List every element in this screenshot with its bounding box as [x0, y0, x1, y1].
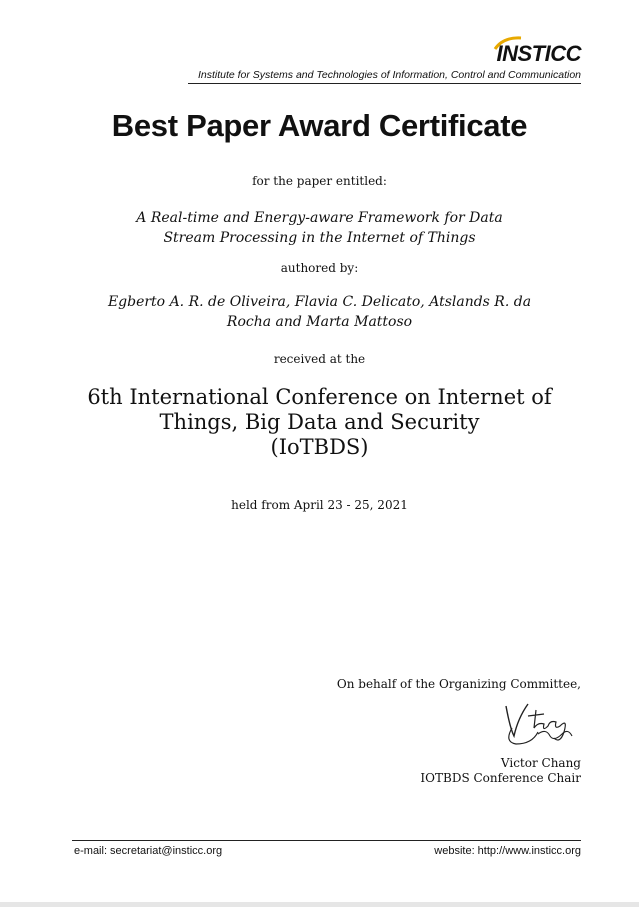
- paper-title-line-2: Stream Processing in the Internet of Things: [163, 230, 476, 246]
- conference-line-2: Things, Big Data and Security: [159, 410, 480, 434]
- page-bottom-edge: [0, 902, 639, 907]
- institute-name: Institute for Systems and Technologies of Information, Control and Communication: [197, 69, 581, 81]
- footer-website: website: http://www.insticc.org: [434, 845, 581, 857]
- held-dates: held from April 23 - 25, 2021: [231, 498, 408, 512]
- for-label: for the paper entitled:: [252, 174, 387, 188]
- signatory: [420, 756, 581, 786]
- conference-line-3: (IoTBDS): [270, 435, 369, 459]
- authored-label: authored by:: [280, 261, 359, 275]
- footer-divider: [72, 840, 581, 841]
- signatory-role: IOTBDS Conference Chair: [420, 771, 581, 785]
- conference-name: [0, 385, 639, 460]
- paper-title: [0, 208, 639, 248]
- signature-image: [498, 698, 580, 750]
- insticc-logo: [497, 41, 582, 67]
- header-divider: [188, 83, 581, 84]
- conference-line-1: 6th International Conference on Internet of: [87, 385, 552, 409]
- certificate-title: Best Paper Award Certificate: [111, 108, 528, 143]
- signatory-name: Victor Chang: [500, 756, 581, 770]
- authors-line-1: Egberto A. R. de Oliveira, Flavia C. Delicato, Atslands R. da: [107, 294, 532, 310]
- handwritten-signature-icon: [498, 698, 580, 750]
- paper-title-line-1: A Real-time and Energy-aware Framework for Data: [136, 210, 503, 226]
- logo-text: INSTICC: [496, 41, 581, 66]
- authors-line-2: Rocha and Marta Mattoso: [226, 314, 413, 330]
- received-label: received at the: [273, 352, 366, 366]
- footer-email: e-mail: secretariat@insticc.org: [74, 845, 223, 857]
- authors: [0, 292, 639, 332]
- on-behalf-text: On behalf of the Organizing Committee,: [336, 677, 581, 691]
